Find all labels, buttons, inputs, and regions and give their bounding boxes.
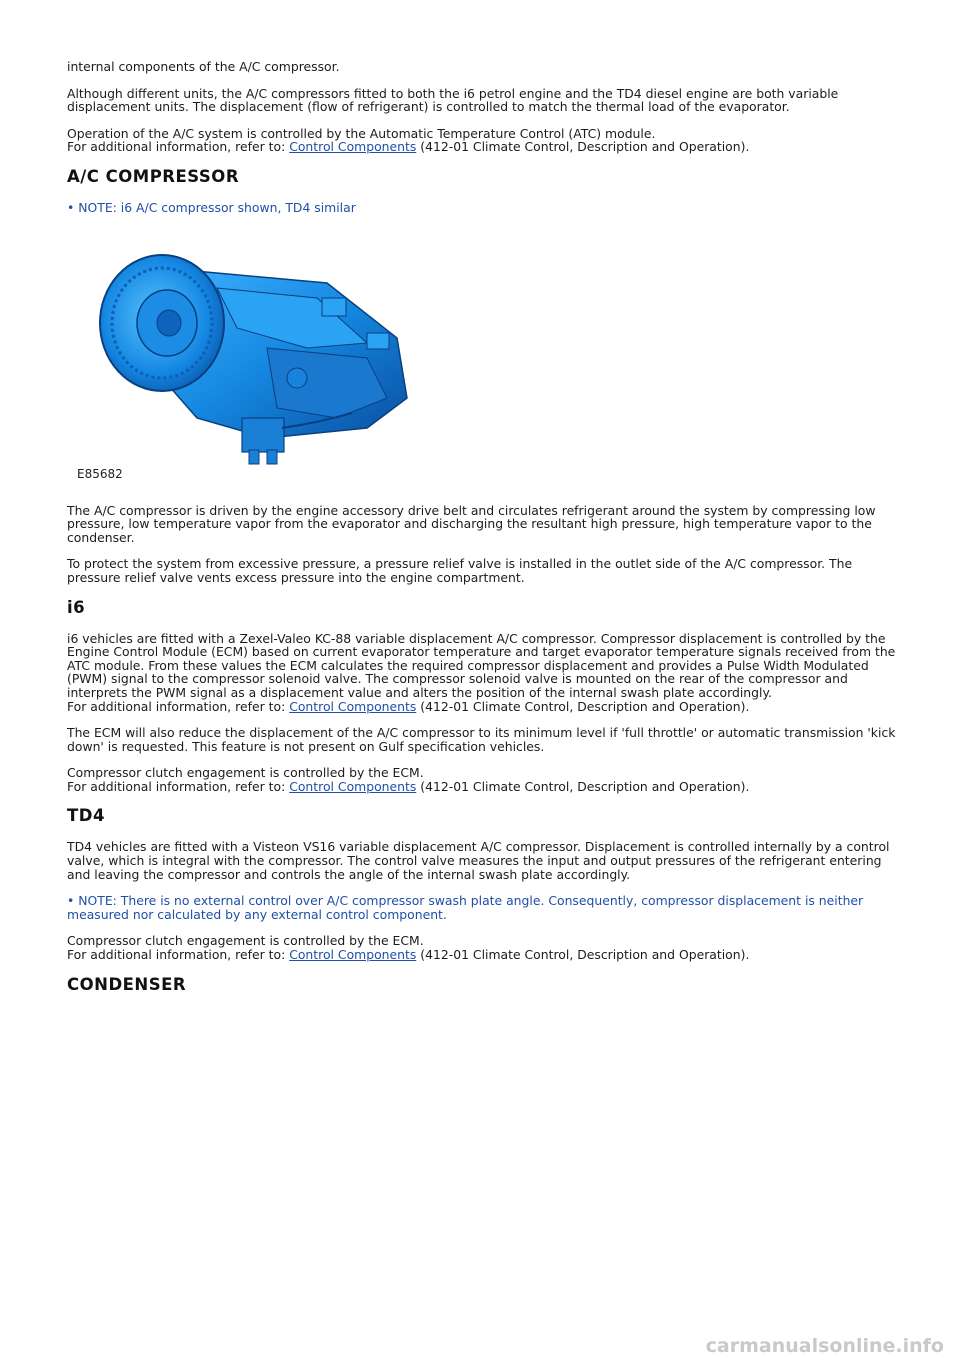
ref-suffix: (412-01 Climate Control, Description and Operation). bbox=[416, 698, 750, 714]
paragraph-relief-valve: To protect the system from excessive pressure, a pressure relief valve is installed in the outlet side of the A/C compressor. The pressure relief valve vents excess pressure into the engine compartment. bbox=[67, 556, 853, 585]
watermark: carmanualsonline.info bbox=[705, 1335, 944, 1358]
paragraph-clutch-td4 bbox=[67, 934, 897, 961]
text: Compressor clutch engagement is controlled by the ECM. bbox=[67, 765, 424, 781]
figure-id: E85682 bbox=[77, 466, 123, 481]
note-i6-shown: • NOTE: i6 A/C compressor shown, TD4 similar bbox=[67, 199, 356, 215]
paragraph-variable-displacement: Although different units, the A/C compressors fitted to both the i6 petrol engine and the TD4 diesel engine are both variable displacement units. The displacement (flow of refrigerant) is controlled to match the thermal load of the evaporator. bbox=[67, 85, 839, 115]
paragraph-td4-compressor: TD4 vehicles are fitted with a Visteon VS16 variable displacement A/C compressor. Displacement is controlled internally by a control valve, which is integral with the compressor. The control valve measures the input and output pressures of the refrigerant entering and leaving the compressor and controls the angle of the internal swash plate accordingly. bbox=[67, 839, 890, 882]
control-components-link-3[interactable]: Control Components bbox=[289, 778, 417, 794]
ac-compressor-illustration bbox=[67, 228, 427, 488]
paragraph-compressor-driven: The A/C compressor is driven by the engine accessory drive belt and circulates refrigerant around the system by compressing low pressure, low temperature vapor from the evaporator and discharging the resultant high pressure, high temperature vapor to the condenser. bbox=[67, 502, 876, 545]
control-components-link-1[interactable]: Control Components bbox=[289, 139, 417, 155]
control-components-link-4[interactable]: Control Components bbox=[289, 947, 417, 963]
paragraph-i6-compressor bbox=[67, 632, 897, 714]
ref-suffix: (412-01 Climate Control, Description and Operation). bbox=[416, 947, 750, 963]
heading-ac-compressor: A/C COMPRESSOR bbox=[67, 166, 240, 186]
ref-prefix: For additional information, refer to: bbox=[67, 139, 290, 155]
document-page bbox=[67, 60, 897, 1009]
heading-td4: TD4 bbox=[67, 806, 105, 826]
heading-i6: i6 bbox=[67, 597, 86, 617]
paragraph-clutch-i6 bbox=[67, 766, 897, 793]
ref-prefix: For additional information, refer to: bbox=[67, 778, 290, 794]
text: Compressor clutch engagement is controlled by the ECM. bbox=[67, 933, 424, 949]
ref-prefix: For additional information, refer to: bbox=[67, 698, 290, 714]
ref-suffix: (412-01 Climate Control, Description and Operation). bbox=[416, 139, 750, 155]
text: Operation of the A/C system is controlled by the Automatic Temperature Control (ATC) module. bbox=[67, 125, 656, 141]
ref-prefix: For additional information, refer to: bbox=[67, 947, 290, 963]
text: i6 vehicles are fitted with a Zexel-Valeo KC-88 variable displacement A/C compressor. Compressor displacement is controlled by the Engine Control Module (ECM) based on current evaporator temperature and target evaporator temperature signals received from the ATC module. From these values the ECM calculates the required compressor displacement and provides a Pulse Width Modulated (PWM) signal to the compressor solenoid valve. The compressor solenoid valve is mounted on the rear of the compressor and interprets the PWM signal as a displacement value and alters the position of the internal swash plate accordingly. bbox=[67, 630, 896, 700]
paragraph-intro: internal components of the A/C compressor. bbox=[67, 59, 340, 74]
paragraph-kick-down: The ECM will also reduce the displacement of the A/C compressor to its minimum level if 'full throttle' or automatic transmission 'kick down' is requested. This feature is not present on Gulf specification vehicles. bbox=[67, 725, 896, 754]
control-components-link-2[interactable]: Control Components bbox=[289, 698, 417, 714]
note-no-external-control: • NOTE: There is no external control over A/C compressor swash plate angle. Consequently, compressor displacement is neither measured nor calculated by any external control component. bbox=[67, 893, 864, 922]
heading-condenser: CONDENSER bbox=[67, 974, 187, 994]
ref-suffix: (412-01 Climate Control, Description and Operation). bbox=[416, 778, 750, 794]
compressor-figure bbox=[67, 228, 427, 488]
paragraph-atc-control bbox=[67, 127, 897, 154]
